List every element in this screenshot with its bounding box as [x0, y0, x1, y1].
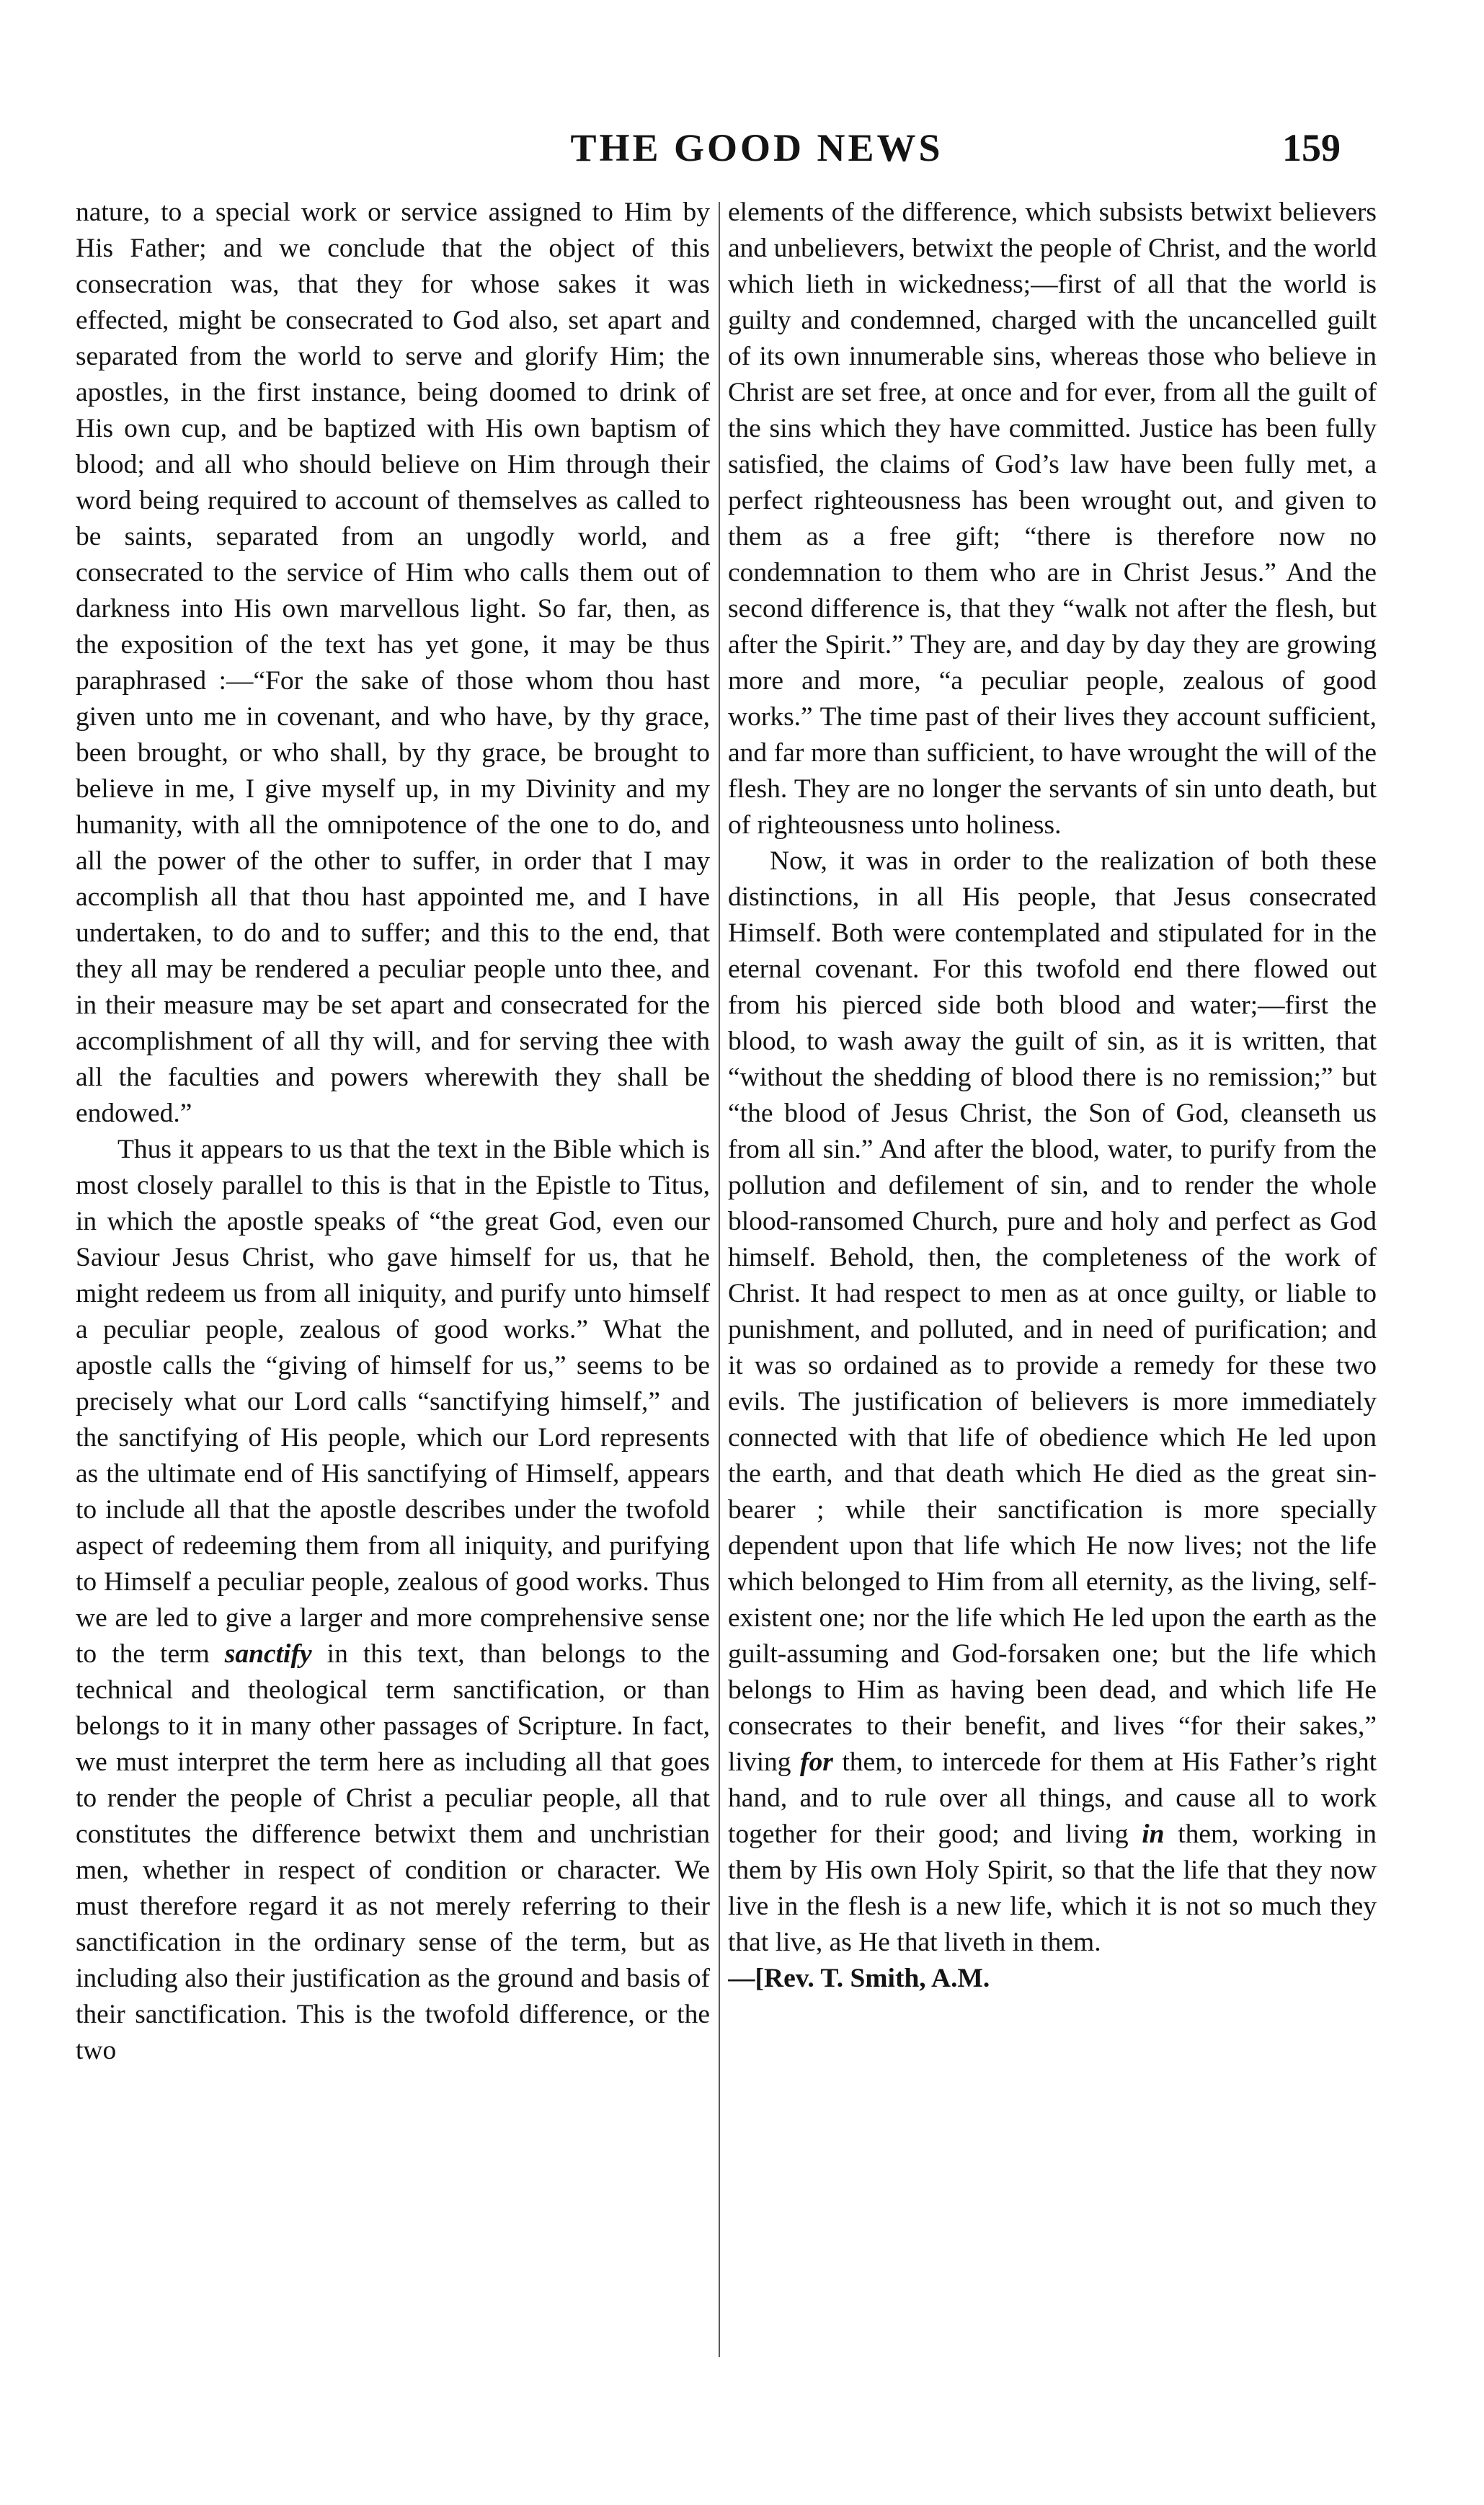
left-paragraph-2-start: Thus it appears to us that the text in the Bible which is most closely parallel to this is that in the Epistle to Titus, in which the apostle speaks of “the great God, even our Saviour Jesus Christ, who gave himself for us, that he might redeem us from all iniquity, and purify unto himself a peculiar people, zealous of good works.” What the apostle calls the “giving of himself for us,” seems to be precisely what our Lord calls “sanctifying himself,” and the sanctifying of His people, which our Lord represents as the ultimate end of His sanctifying of Himself, appears to include all that the apostle describes under the twofold aspect of redeeming them from all iniquity, and purifying to Himself a peculiar people, zealous of good works. Thus we are led to give a larger and more comprehensive sense to the term [76, 1135, 710, 1669]
author-signature: —[Rev. T. Smith, A.M. [728, 1964, 990, 1993]
left-column [76, 195, 710, 2357]
page-number: 159 [1282, 126, 1341, 169]
right-paragraph-1: elements of the difference, which subsists betwixt believers and unbelievers, betwixt the people of Christ, and the world which lieth in wickedness;—first of all that the world is guilty and condemned, charged with the uncancelled guilt of its own innumerable sins, whereas those who believe in Christ are set free, at once and for ever, from all the guilt of the sins which they have committed. Justice has been fully satisfied, the claims of God’s law have been fully met, a perfect righteousness has been wrought out, and given to them as a free gift; “there is therefore now no condemnation to them who are in Christ Jesus.” And the second difference is, that they “walk not after the flesh, but after the Spirit.” They are, and day by day they are growing more and more, “a peculiar people, zealous of good works.” The time past of their lives they account sufficient, and far more than sufficient, to have wrought the will of the flesh. They are no longer the servants of sin unto death, but of righteousness unto holiness. [728, 198, 1377, 840]
left-paragraph-2-end: in this text, than belongs to the technical and theological term sanctification, or than belongs to it in many other passages of Scripture. In fact, we must interpret the term here as including all that goes to render the people of Christ a peculiar people, all that constitutes the difference betwixt them and unchristian men, whether in respect of condition or character. We must therefore regard it as not merely referring to their sanctification in the ordinary sense of the term, but as including also their justification as the ground and basis of their sanctification. This is the twofold difference, or the two [76, 1639, 710, 2065]
left-paragraph-2 [76, 1132, 710, 2069]
running-head: THE GOOD NEWS [570, 126, 943, 169]
right-paragraph-2-a: Now, it was in order to the realization of both these distinctions, in all His people, that Jesus consecrated Himself. Both were contemplated and stipulated for in the eternal covenant. For this twofold end there flowed out from his pierced side both blood and water;—first the blood, to wash away the guilt of sin, as it is written, that “without the shedding of blood there is no remission;” but “the blood of Jesus Christ, the Son of God, cleanseth us from all sin.” And after the blood, water, to purify from the pollution and defilement of sin, and to render the whole blood-ransomed Church, pure and holy and perfect as God himself. Behold, then, the completeness of the work of Christ. It had respect to men as at once guilty, or liable to punishment, and polluted, and in need of purification; and it was so ordained as to provide a remedy for these two evils. The justification of believers is more immediately connected with that life of obedience which He led upon the earth, and that death which He died as the great sin-bearer ; while their sanctification is more specially dependent upon that life which He now lives; not the life which belonged to Him from all eternity, as the living, self-existent one; nor the life which He led upon the earth as the guilt-assuming and God-forsaken one; but the life which belongs to Him as having been dead, and which life He consecrates to their benefit, and lives “for their sakes,” living [728, 846, 1377, 1777]
column-divider [719, 202, 720, 2357]
emphasis-sanctify: sanctify [224, 1639, 312, 1669]
emphasis-in: in [1142, 1819, 1165, 1849]
left-paragraph-1: nature, to a special work or service assigned to Him by His Father; and we conclude that the object of this consecration was, that they for whose sakes it was effected, might be consecrated to God also, set apart and separated from the world to serve and glorify Him; the apostles, in the first instance, being doomed to drink of His own cup, and be baptized with His own baptism of blood; and all who should believe on Him through their word being required to account of themselves as called to be saints, separated from an ungodly world, and consecrated to the service of Him who calls them out of darkness into His own marvellous light. So far, then, as the exposition of the text has yet gone, it may be thus paraphrased :—“For the sake of those whom thou hast given unto me in covenant, and who have, by thy grace, been brought, or who shall, by thy grace, be brought to believe in me, I give myself up, in my Divinity and my humanity, with all the omnipotence of the one to do, and all the power of the other to suffer, in order that I may accomplish all that thou hast appointed me, and I have undertaken, to do and to suffer; and this to the end, that they all may be rendered a peculiar people unto thee, and in their measure may be set apart and consecrated for the accomplishment of all thy will, and for serving thee with all the faculties and powers wherewith they shall be endowed.” [76, 198, 710, 1128]
right-paragraph-2 [728, 843, 1377, 1961]
right-paragraph-2-b: them, to intercede for them at His Father’s right hand, and to rule over all things, and cause all to work together for their good; and living [728, 1747, 1377, 1849]
right-column [728, 195, 1377, 2357]
page-header [0, 123, 1484, 173]
right-paragraph-2-c: them, working in them by His own Holy Spirit, so that the life that they now live in the flesh is a new life, which it is not so much they that live, as He that liveth in them. [728, 1819, 1377, 1957]
emphasis-for: for [800, 1747, 833, 1777]
